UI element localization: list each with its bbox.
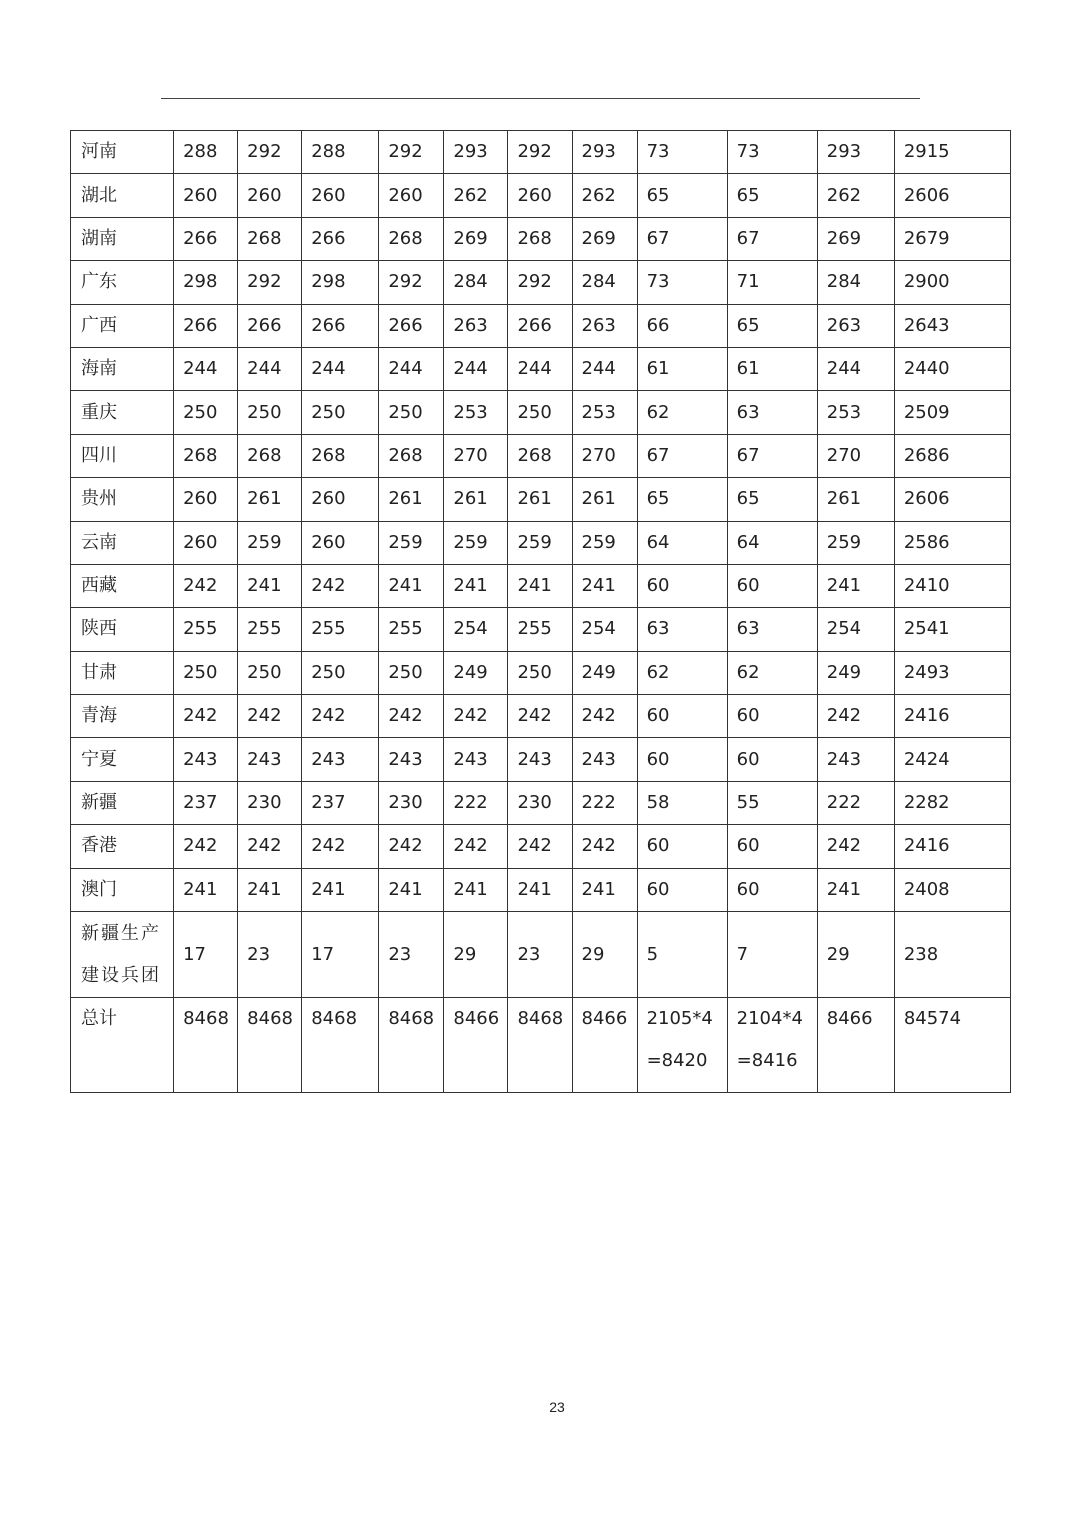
table-cell: 23 [508,912,572,998]
table-row [71,781,1011,824]
row-name: 海南 [71,347,174,390]
table-cell: 241 [379,564,444,607]
table-cell: 269 [572,217,637,260]
table-cell: 2606 [894,478,1010,521]
table-cell: 5 [637,912,727,998]
table-cell: 2541 [894,608,1010,651]
table-cell: 260 [174,478,238,521]
table-cell: 2440 [894,347,1010,390]
table-cell: 61 [727,347,817,390]
table-cell: 2643 [894,304,1010,347]
table-cell: 255 [508,608,572,651]
table-cell: 23 [379,912,444,998]
table-cell: 65 [727,174,817,217]
table-cell: 260 [174,521,238,564]
table-cell: 243 [302,738,379,781]
table-cell: 73 [637,131,727,174]
table-cell: 288 [302,131,379,174]
table-cell: 260 [508,174,572,217]
table-cell: 244 [444,347,508,390]
row-name: 宁夏 [71,738,174,781]
table-cell: 263 [572,304,637,347]
table-cell: 71 [727,261,817,304]
row-name: 四川 [71,434,174,477]
table-cell: 268 [238,434,302,477]
table-cell: 242 [817,825,894,868]
table-cell: 241 [302,868,379,911]
table-cell: 292 [238,261,302,304]
table-cell: 293 [572,131,637,174]
table-cell: 2424 [894,738,1010,781]
table-cell-formula [727,998,817,1093]
table-row [71,304,1011,347]
table-row [71,434,1011,477]
table-cell: 250 [379,651,444,694]
table-cell: 2586 [894,521,1010,564]
table-cell: 250 [379,391,444,434]
table-cell: 242 [302,825,379,868]
table-cell: 241 [238,564,302,607]
row-name: 云南 [71,521,174,564]
formula-line1: 2105*4 [646,1008,713,1030]
table-cell: 242 [174,825,238,868]
table-cell: 2915 [894,131,1010,174]
table-cell: 266 [302,217,379,260]
table-cell: 241 [572,564,637,607]
table-cell: 250 [238,391,302,434]
table-cell: 2410 [894,564,1010,607]
table-cell: 262 [572,174,637,217]
page-number: 23 [549,1399,565,1415]
table-cell: 259 [379,521,444,564]
table-cell: 242 [238,695,302,738]
table-cell: 243 [379,738,444,781]
table-cell: 242 [302,695,379,738]
table-cell: 284 [817,261,894,304]
table-cell: 65 [727,478,817,521]
table-cell: 241 [444,868,508,911]
table-cell: 8468 [379,998,444,1093]
table-cell: 250 [238,651,302,694]
table-cell: 244 [572,347,637,390]
table-cell: 268 [379,217,444,260]
formula-line2: =8420 [646,1050,708,1072]
table-cell: 60 [727,564,817,607]
table-row [71,825,1011,868]
table-cell: 254 [817,608,894,651]
table-cell: 242 [174,564,238,607]
table-cell: 263 [817,304,894,347]
table-cell: 292 [379,261,444,304]
table-cell: 237 [302,781,379,824]
table-cell: 60 [727,868,817,911]
table-cell: 243 [572,738,637,781]
table-cell: 298 [302,261,379,304]
table-row [71,738,1011,781]
table-cell: 244 [302,347,379,390]
table-cell: 60 [727,738,817,781]
table-cell: 250 [174,391,238,434]
table-cell: 270 [444,434,508,477]
table-cell: 260 [174,174,238,217]
table-cell: 242 [508,825,572,868]
formula-line1: 2104*4 [736,1008,803,1030]
table-cell: 261 [238,478,302,521]
table-cell: 244 [508,347,572,390]
table-cell: 260 [302,174,379,217]
table-cell: 270 [572,434,637,477]
table-cell: 63 [727,608,817,651]
table-cell: 270 [817,434,894,477]
table-row [71,608,1011,651]
table-cell: 250 [508,651,572,694]
table-cell: 253 [817,391,894,434]
row-name: 湖北 [71,174,174,217]
table-cell: 241 [379,868,444,911]
table-cell: 8466 [444,998,508,1093]
table-cell: 62 [637,391,727,434]
table-cell: 268 [379,434,444,477]
row-name: 西藏 [71,564,174,607]
table-row [71,261,1011,304]
table-cell: 63 [727,391,817,434]
table-cell: 242 [379,825,444,868]
table-cell: 17 [174,912,238,998]
table-cell: 249 [817,651,894,694]
table-cell: 60 [637,868,727,911]
table-row [71,651,1011,694]
table-cell: 293 [817,131,894,174]
table-row [71,347,1011,390]
table-cell: 298 [174,261,238,304]
table-cell: 261 [508,478,572,521]
table-cell: 255 [302,608,379,651]
table-cell: 67 [727,217,817,260]
table-cell: 268 [508,217,572,260]
table-cell: 259 [572,521,637,564]
table-cell: 292 [379,131,444,174]
table-cell: 255 [238,608,302,651]
row-name: 广西 [71,304,174,347]
table-cell: 250 [174,651,238,694]
table-row [71,521,1011,564]
table-cell: 259 [508,521,572,564]
table-cell: 255 [379,608,444,651]
table-cell: 249 [444,651,508,694]
table-row [71,131,1011,174]
table-cell: 62 [637,651,727,694]
table-cell: 292 [508,261,572,304]
table-cell: 60 [727,825,817,868]
header-rule [161,98,920,99]
table-cell: 263 [444,304,508,347]
table-cell: 254 [444,608,508,651]
table-cell: 66 [637,304,727,347]
table-cell: 2493 [894,651,1010,694]
table-cell: 255 [174,608,238,651]
row-name-corps [71,912,174,998]
table-cell: 222 [444,781,508,824]
table-row [71,217,1011,260]
table-cell: 250 [302,651,379,694]
table-cell: 250 [302,391,379,434]
table-cell: 2282 [894,781,1010,824]
table-cell: 67 [637,217,727,260]
table-cell: 242 [444,695,508,738]
table-cell: 60 [637,738,727,781]
table-cell: 284 [444,261,508,304]
table-cell: 268 [302,434,379,477]
table-cell: 62 [727,651,817,694]
table-cell: 23 [238,912,302,998]
table-cell: 29 [444,912,508,998]
table-cell: 260 [379,174,444,217]
table-cell: 244 [379,347,444,390]
table-cell: 242 [238,825,302,868]
row-name: 重庆 [71,391,174,434]
table-body [71,131,1011,1093]
table-cell: 8468 [238,998,302,1093]
table-cell: 243 [174,738,238,781]
quota-table [70,130,1011,1093]
row-name-line2: 建设兵团 [81,964,161,986]
table-cell: 230 [379,781,444,824]
table-cell: 249 [572,651,637,694]
table-cell: 241 [508,868,572,911]
row-name-total: 总计 [71,998,174,1093]
table-cell: 241 [238,868,302,911]
table-cell: 61 [637,347,727,390]
row-name: 河南 [71,131,174,174]
table-cell: 8468 [302,998,379,1093]
table-cell: 243 [508,738,572,781]
table-cell: 266 [238,304,302,347]
table-row-total [71,998,1011,1093]
table-cell: 243 [238,738,302,781]
row-name-line1: 新疆生产 [81,922,161,944]
table-cell: 8468 [508,998,572,1093]
table-cell: 73 [637,261,727,304]
table-cell: 17 [302,912,379,998]
table-cell: 262 [444,174,508,217]
table-cell: 55 [727,781,817,824]
table-cell: 8468 [174,998,238,1093]
table-cell: 60 [637,825,727,868]
row-name: 香港 [71,825,174,868]
table-cell: 67 [727,434,817,477]
table-cell: 261 [817,478,894,521]
table-cell: 8466 [817,998,894,1093]
table-cell: 64 [637,521,727,564]
table-cell: 242 [302,564,379,607]
table-cell: 261 [444,478,508,521]
table-cell: 250 [508,391,572,434]
table-cell: 242 [379,695,444,738]
row-name: 广东 [71,261,174,304]
table-row [71,391,1011,434]
table-cell: 243 [817,738,894,781]
table-cell: 244 [174,347,238,390]
table-cell: 230 [238,781,302,824]
table-row-corps [71,912,1011,998]
table-cell: 293 [444,131,508,174]
table-cell: 260 [238,174,302,217]
table-cell: 29 [817,912,894,998]
table-cell: 241 [817,868,894,911]
table-cell: 254 [572,608,637,651]
table-cell: 242 [572,825,637,868]
row-name: 澳门 [71,868,174,911]
table-cell: 222 [817,781,894,824]
row-name: 青海 [71,695,174,738]
row-name: 新疆 [71,781,174,824]
table-cell: 63 [637,608,727,651]
table-cell: 266 [379,304,444,347]
table-cell: 242 [174,695,238,738]
table-cell: 8466 [572,998,637,1093]
table-row [71,868,1011,911]
table-cell: 288 [174,131,238,174]
table-cell: 268 [508,434,572,477]
table-cell: 2416 [894,695,1010,738]
table-cell: 7 [727,912,817,998]
row-name: 甘肃 [71,651,174,694]
table-cell: 253 [444,391,508,434]
table-cell: 268 [174,434,238,477]
table-cell: 241 [174,868,238,911]
table-cell: 242 [572,695,637,738]
table-cell: 73 [727,131,817,174]
table-cell: 2900 [894,261,1010,304]
table-cell: 58 [637,781,727,824]
table-cell: 266 [508,304,572,347]
table-cell: 266 [302,304,379,347]
table-cell: 65 [637,174,727,217]
table-cell: 60 [637,564,727,607]
table-cell: 238 [894,912,1010,998]
table-cell: 241 [572,868,637,911]
table-cell: 2509 [894,391,1010,434]
table-cell: 230 [508,781,572,824]
row-name: 贵州 [71,478,174,521]
table-row [71,174,1011,217]
table-cell: 67 [637,434,727,477]
table-cell: 241 [444,564,508,607]
table-cell: 244 [238,347,302,390]
table-cell: 65 [637,478,727,521]
table-cell-formula [637,998,727,1093]
table-cell: 242 [444,825,508,868]
table-cell: 29 [572,912,637,998]
table-cell: 266 [174,217,238,260]
table-cell: 2408 [894,868,1010,911]
table-cell: 241 [508,564,572,607]
table-row [71,478,1011,521]
table-cell: 269 [817,217,894,260]
table-row [71,695,1011,738]
table-cell: 259 [817,521,894,564]
formula-line2: =8416 [736,1050,798,1072]
table-cell: 259 [444,521,508,564]
table-cell: 261 [572,478,637,521]
table-cell: 222 [572,781,637,824]
table-cell: 60 [637,695,727,738]
table-cell: 269 [444,217,508,260]
table-cell: 284 [572,261,637,304]
table-cell: 259 [238,521,302,564]
table-cell: 241 [817,564,894,607]
table-cell: 60 [727,695,817,738]
table-cell: 84574 [894,998,1010,1093]
table-cell: 268 [238,217,302,260]
table-cell: 2606 [894,174,1010,217]
table-cell: 64 [727,521,817,564]
table-cell: 244 [817,347,894,390]
table-cell: 65 [727,304,817,347]
table-cell: 292 [508,131,572,174]
table-cell: 262 [817,174,894,217]
table-row [71,564,1011,607]
table-cell: 260 [302,521,379,564]
table-cell: 266 [174,304,238,347]
table-cell: 237 [174,781,238,824]
table-cell: 292 [238,131,302,174]
table-cell: 2686 [894,434,1010,477]
table-cell: 242 [817,695,894,738]
table-cell: 253 [572,391,637,434]
table-cell: 2679 [894,217,1010,260]
table-cell: 261 [379,478,444,521]
table-cell: 242 [508,695,572,738]
row-name: 湖南 [71,217,174,260]
row-name: 陕西 [71,608,174,651]
table-cell: 2416 [894,825,1010,868]
table-cell: 243 [444,738,508,781]
table-cell: 260 [302,478,379,521]
